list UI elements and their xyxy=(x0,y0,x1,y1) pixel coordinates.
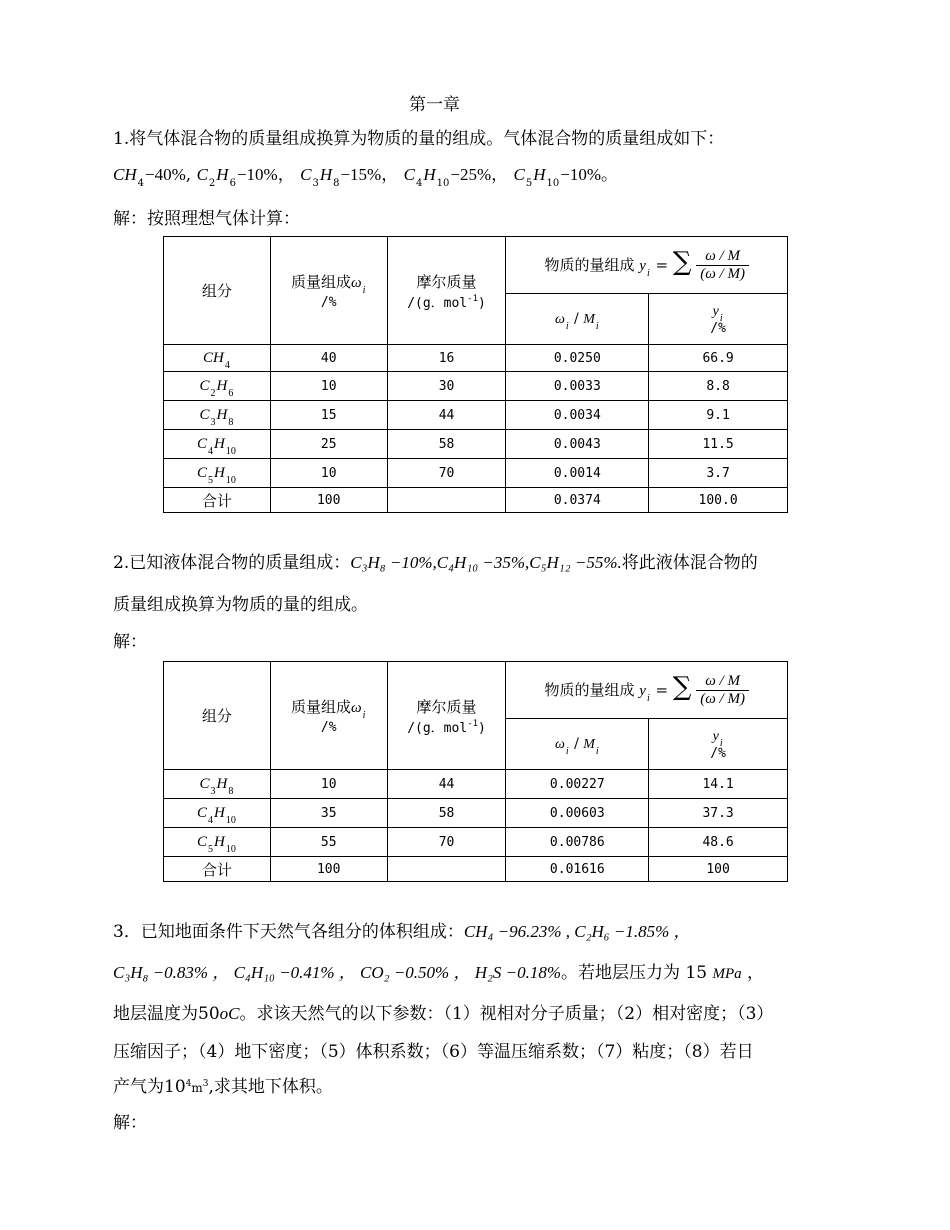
header-mole-comp: 物质的量组成 $y_i$ = ∑ $\frac{\omega / M}{(\omega / M)}$ xyxy=(506,237,788,294)
question-3-line3: 地层温度为50oC。求该天然气的以下参数：（1）视相对分子质量；（2）相对密度；（3） xyxy=(113,1004,774,1024)
question-3-line4: 压缩因子；（4）地下密度；（5）体积系数；（6）等温压缩系数；（7）粘度；（8）若日 xyxy=(113,1042,754,1062)
question-2-line2: 质量组成换算为物质的量的组成。 xyxy=(113,595,368,615)
table-row: $C_3H_8$ 15 44 0.0034 9.1 xyxy=(164,401,788,430)
question-1-solution: 解：按照理想气体计算： xyxy=(113,209,300,229)
header-ratio: $\omega_i / M_i$ xyxy=(506,294,649,345)
question-2-text: 2.已知液体混合物的质量组成：C₃H₈ −10%,C₄H₁₀ −35%,C₅H₁₂ −55%.将此液体混合物的 xyxy=(113,553,758,573)
header-molar-mass: 摩尔质量 /(g．mol$^{-1}$) xyxy=(387,237,506,345)
question-1-composition: $CH_4-40\%$, $C_2H_6-10\%$， $C_3H_8-15\%$， $C_4H_{10}-25\%$， $C_5H_{10}-10\%$。 xyxy=(113,165,618,189)
question-3-line5: 产气为$10^4m^3$,求其地下体积。 xyxy=(113,1077,333,1097)
table-row: $C_5H_{10}$ 55 70 0.00786 48.6 xyxy=(164,828,788,857)
question-2-solution: 解： xyxy=(113,632,147,652)
table-row: $C_4H_{10}$ 35 58 0.00603 37.3 xyxy=(164,799,788,828)
header-mass-comp: 质量组成$\omega_i$ /% xyxy=(270,237,387,345)
header-y: $y_i$ /% xyxy=(649,294,788,345)
table-row: $C_3H_8$ 10 44 0.00227 14.1 xyxy=(164,770,788,799)
header-component: 组分 xyxy=(164,237,271,345)
table-row: $C_2H_6$ 10 30 0.0033 8.8 xyxy=(164,372,788,401)
table-total-row: 合计 100 0.01616 100 xyxy=(164,857,788,882)
table-2 xyxy=(163,661,788,882)
table-row: $CH_4$ 40 16 0.0250 66.9 xyxy=(164,345,788,372)
table-total-row: 合计 100 0.0374 100.0 xyxy=(164,488,788,513)
header-molar-mass: 摩尔质量 /(g．mol$^{-1}$) xyxy=(387,662,506,770)
question-3-line2: C₃H₈ −0.83% ， C₄H₁₀ −0.41% ， CO₂ −0.50% ， H₂S −0.18%。若地层压力为 15 MPa ， xyxy=(113,963,765,983)
header-y: $y_i$ /% xyxy=(649,719,788,770)
table-1 xyxy=(163,236,788,513)
header-mole-comp: 物质的量组成 $y_i$ = ∑ $\frac{\omega / M}{(\omega / M)}$ xyxy=(506,662,788,719)
header-component: 组分 xyxy=(164,662,271,770)
question-3-solution: 解： xyxy=(113,1113,147,1133)
question-1-text: 1.将气体混合物的质量组成换算为物质的量的组成。气体混合物的质量组成如下： xyxy=(113,129,725,149)
table-row: $C_4H_{10}$ 25 58 0.0043 11.5 xyxy=(164,430,788,459)
header-mass-comp: 质量组成$\omega_i$ /% xyxy=(270,662,387,770)
question-3-line1: 3．已知地面条件下天然气各组分的体积组成：CH₄ −96.23% , C₂H₆ −1.85% ， xyxy=(113,922,691,942)
table-row: $C_5H_{10}$ 10 70 0.0014 3.7 xyxy=(164,459,788,488)
page-title: 第一章 xyxy=(409,95,460,115)
header-ratio: $\omega_i / M_i$ xyxy=(506,719,649,770)
